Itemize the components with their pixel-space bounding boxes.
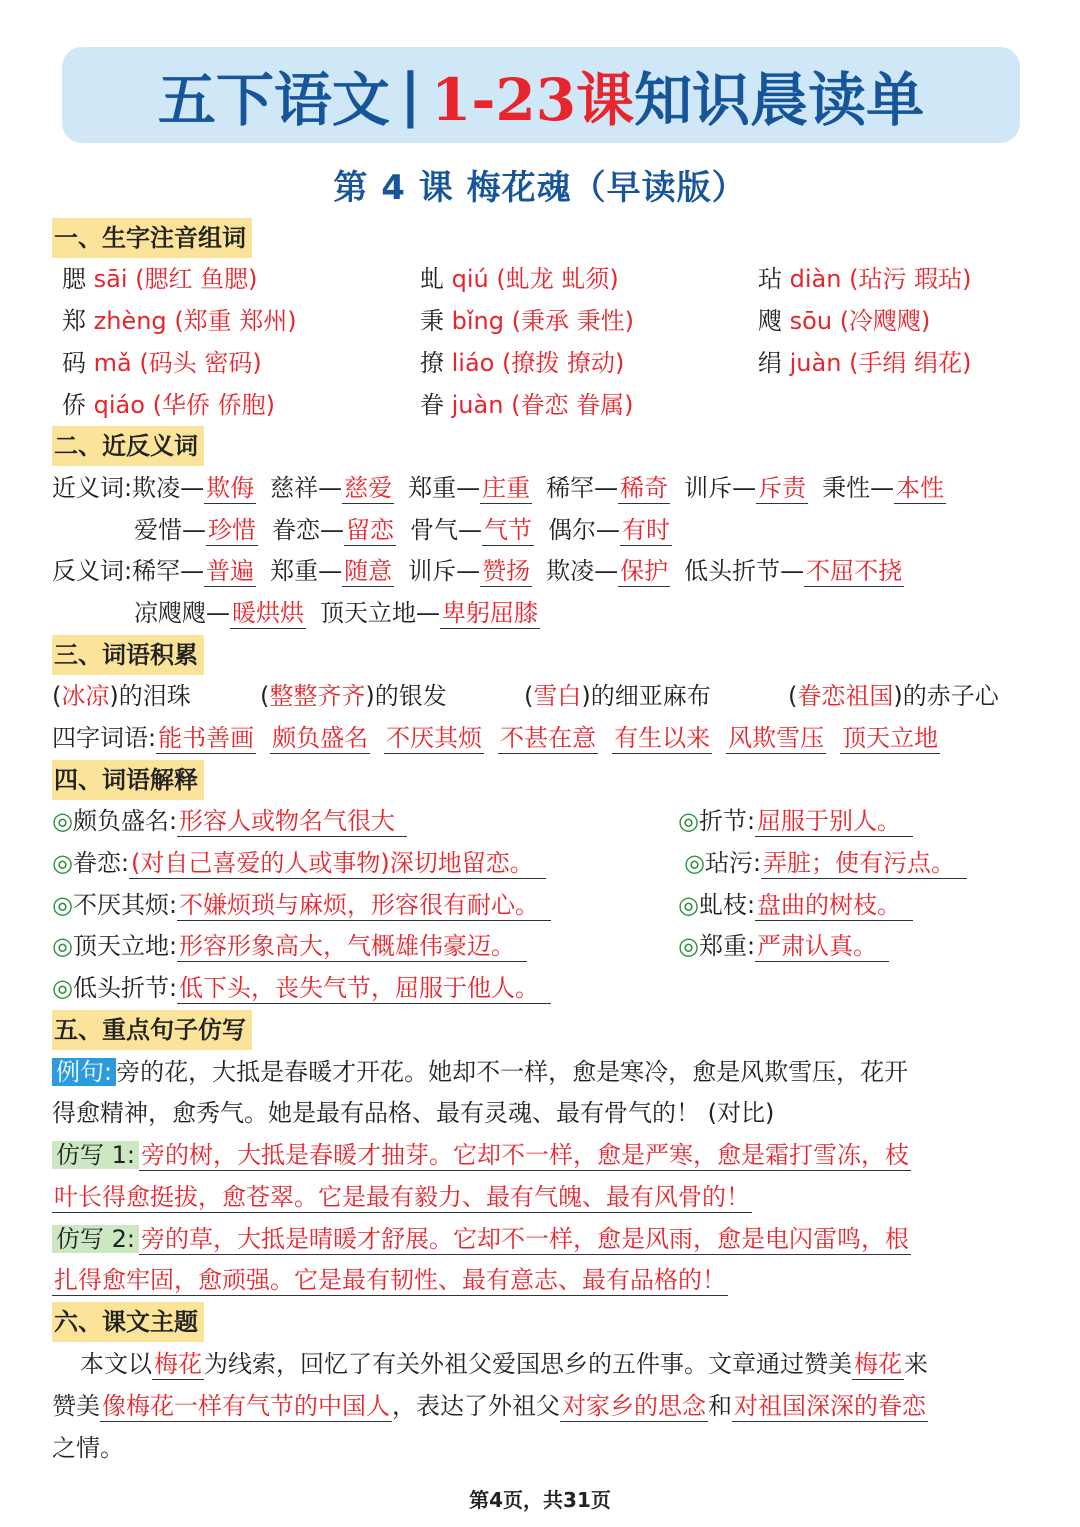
pair-answer: 普遍 [206,557,255,585]
word-group: (秉承 秉性) [511,307,634,335]
explanation-item [52,968,551,1008]
pair-word: 顶天立地 [320,599,416,627]
character-entry [758,259,971,299]
character-entry [420,259,619,299]
character: 玷 [758,265,782,293]
word-pair [270,474,394,502]
pair-answer: 赞扬 [482,557,531,585]
bullet-icon: ◎ [678,932,699,960]
word-pair [410,516,534,544]
word-pair [270,557,394,585]
pair-answer: 留恋 [346,516,394,544]
explanation-term: 虬枝: [698,891,756,919]
bullet-icon: ◎ [684,849,705,877]
pinyin: juàn [451,391,504,419]
phrase-rest: 的赤子心 [902,682,999,710]
pair-word: 偶尔 [548,516,596,544]
pair-dash: — [594,557,619,585]
explanation-term: 顶天立地: [72,932,178,960]
pair-dash: — [182,516,206,544]
synonym-pairs [134,516,672,544]
pair-answer: 珍惜 [208,516,256,544]
bullet-icon: ◎ [678,891,699,919]
character: 飕 [758,307,782,335]
pair-word: 郑重 [408,474,457,502]
theme-text: 为线索，回忆了有关外祖父爱国思乡的五件事。文章通过赞美 [204,1350,852,1378]
word-pair [684,474,808,502]
character: 撩 [420,349,444,377]
pinyin: liáo [451,349,495,377]
pair-word: 眷恋 [272,516,320,544]
explanation-term: 玷污: [704,849,762,877]
pair-answer: 稀奇 [620,474,669,502]
four-character-word: 能书善画 [158,724,255,752]
section-heading-theme: 六、课文主题 [52,1302,204,1342]
pair-answer: 慈爱 [344,474,393,502]
four-words-label: 四字词语: [52,724,157,752]
explanation-definition: 形容人或物名气很大 [177,807,407,837]
section-heading-characters: 一、生字注音组词 [52,218,252,258]
four-character-words-line [52,718,1042,758]
bullet-icon: ◎ [52,849,73,877]
pair-dash: — [318,474,343,502]
pair-answer: 欺侮 [206,474,255,502]
pair-word: 凉飕飕 [134,599,206,627]
theme-text: 来 [904,1350,928,1378]
pair-dash: — [870,474,895,502]
bullet-icon: ◎ [678,807,699,835]
phrase-rest: 的泪珠 [118,682,191,710]
phrase-item: (冰凉)的泪珠 [52,682,191,710]
character: 侨 [62,391,86,419]
pair-word: 爱惜 [134,516,182,544]
phrase-item: (整整齐齐)的银发 [260,682,447,710]
four-character-word: 有生以来 [614,724,711,752]
theme-answer: 对家乡的思念 [562,1392,706,1420]
imitation-2-line-1 [52,1219,1042,1259]
explanation-definition: 严肃认真。 [755,932,889,962]
explanation-definition: 形容形象高大，气概雄伟豪迈。 [177,932,527,962]
word-pair [272,516,396,544]
pair-answer: 随意 [344,557,393,585]
character: 郑 [62,307,86,335]
example-text-1: 旁的花，大抵是春暖才开花。她却不一样，愈是寒冷，愈是风欺雪压，花开 [116,1058,909,1086]
pair-word: 稀罕 [132,557,181,585]
word-pair [548,516,672,544]
word-pair [132,474,256,504]
synonym-pairs [132,474,946,502]
banner-title-left: 五下语文 [157,66,390,134]
word-pair [546,474,670,502]
example-line-1 [52,1052,1042,1092]
character-entry [758,343,971,383]
character-entry [420,385,633,425]
theme-text: 和 [708,1392,732,1420]
bullet-icon: ◎ [52,974,73,1002]
pinyin: juàn [789,349,842,377]
four-character-word: 颇负盛名 [272,724,369,752]
explanation-term: 颇负盛名: [72,807,178,835]
theme-answer: 对祖国深深的眷恋 [734,1392,926,1420]
pair-word: 欺凌 [546,557,595,585]
imitation-1-text-2: 叶长得愈挺拔，愈苍翠。它是最有毅力、最有气魄、最有风骨的！ [54,1183,750,1211]
explanation-item [678,926,889,966]
section-heading-word-accumulation: 三、词语积累 [52,635,204,675]
word-group: (码头 密码) [139,349,262,377]
section-heading-word-explanations: 四、词语解释 [52,760,204,800]
pair-dash: — [416,599,440,627]
explanation-definition: 低下头，丧失气节，屈服于他人。 [177,974,551,1004]
word-group: (撩拨 撩动) [502,349,625,377]
phrase-fill: 雪白 [533,682,582,710]
character: 虬 [420,265,444,293]
theme-text: 本文以 [80,1350,152,1378]
explanation-definition: 盘曲的树枝。 [755,891,913,921]
explanation-definition: 不嫌烦琐与麻烦，形容很有耐心。 [177,891,551,921]
phrase-item: (雪白)的细亚麻布 [524,682,711,710]
pair-dash: — [732,474,757,502]
word-group: (手绢 绢花) [849,349,972,377]
theme-text: ，表达了外祖父 [392,1392,560,1420]
character-entry [62,301,297,341]
antonym-label: 反义词: [52,557,133,585]
pair-word: 骨气 [410,516,458,544]
pair-dash: — [458,516,482,544]
synonym-line-2 [134,510,1080,550]
explanation-definition: 弄脏；使有污点。 [761,849,967,879]
pair-dash: — [456,557,481,585]
example-line-2: 得愈精神，愈秀气。她是最有品格、最有灵魂、最有骨气的！ (对比) [52,1099,775,1127]
imitation-1-line-1 [52,1135,1042,1175]
pair-answer: 保护 [620,557,669,585]
word-group: (眷恋 眷属) [511,391,634,419]
explanation-item [678,885,913,925]
character-entry [420,343,624,383]
theme-answer: 梅花 [854,1350,902,1378]
theme-text: 赞美 [52,1392,100,1420]
character: 秉 [420,307,444,335]
antonym-line-1 [52,551,1042,591]
synonym-label: 近义词: [52,474,133,502]
section-heading-synonyms-antonyms: 二、近反义词 [52,426,204,466]
character-entry [420,301,634,341]
word-pair [822,474,946,502]
pair-answer: 斥责 [758,474,807,502]
word-pair [546,557,670,585]
imitation-1-line-2 [52,1177,1042,1217]
banner-title-highlight: 1-23课 [430,66,635,134]
explanation-definition: (对自己喜爱的人或事物)深切地留恋。 [129,849,546,879]
word-pair [132,557,256,587]
word-pair [134,599,306,629]
pair-word: 慈祥 [270,474,319,502]
pair-answer: 本性 [896,474,945,502]
pair-answer: 有时 [622,516,670,544]
word-group: (玷污 瑕玷) [849,265,972,293]
word-group: (虬龙 虬须) [496,265,619,293]
banner-title-right: 知识晨读单 [634,66,925,134]
antonym-pairs [132,557,904,585]
pair-word: 郑重 [270,557,319,585]
pinyin: qiáo [93,391,145,419]
pinyin: bǐng [451,307,504,335]
four-character-word: 风欺雪压 [728,724,825,752]
pinyin: diàn [789,265,842,293]
pair-word: 秉性 [822,474,871,502]
phrase-rest: 的细亚麻布 [590,682,711,710]
pinyin: zhèng [93,307,167,335]
four-character-word: 顶天立地 [842,724,939,752]
explanation-item [52,926,527,966]
pair-dash: — [206,599,230,627]
four-words-list [156,724,940,752]
banner-divider: | [399,61,421,129]
lesson-title: 第 4 课 梅花魂（早读版） [333,168,747,208]
pair-dash: — [318,557,343,585]
word-pair [408,557,532,585]
word-pair [684,557,904,585]
explanation-item [684,843,967,883]
pair-answer: 卑躬屈膝 [442,599,538,627]
explanation-item [678,801,913,841]
phrase-fill: 冰凉 [61,682,110,710]
pair-dash: — [780,557,805,585]
example-tag: 例句: [52,1058,116,1086]
explanation-term: 折节: [698,807,756,835]
character: 眷 [420,391,444,419]
imitation-2-text-2: 扎得愈牢固，愈顽强。它是最有韧性、最有意志、最有品格的！ [54,1266,726,1294]
explanation-term: 郑重: [698,932,756,960]
imitation-1-text-1: 旁的树，大抵是春暖才抽芽。它却不一样，愈是严寒，愈是霜打雪冻，枝 [140,1141,909,1169]
explanation-term: 眷恋: [72,849,130,877]
word-group: (华侨 侨胞) [152,391,275,419]
pair-answer: 暖烘烘 [232,599,304,627]
pair-dash: — [456,474,481,502]
character: 腮 [62,265,86,293]
pair-word: 欺凌 [132,474,181,502]
page-footer: 第4页，共31页 [469,1488,611,1512]
pair-dash: — [320,516,344,544]
pair-answer: 不屈不挠 [806,557,903,585]
explanation-item [52,885,551,925]
imitation-2-tag: 仿写 2: [52,1225,139,1253]
four-character-word: 不甚在意 [500,724,597,752]
pinyin: qiú [451,265,489,293]
imitation-1-tag: 仿写 1: [52,1141,139,1169]
pair-word: 稀罕 [546,474,595,502]
character-entry [62,343,262,383]
theme-line-3: 之情。 [52,1434,124,1462]
word-group: (腮红 鱼腮) [135,265,258,293]
word-pair [408,474,532,502]
antonym-pairs [134,599,540,627]
theme-line-2 [52,1386,1042,1426]
four-character-word: 不厌其烦 [386,724,483,752]
bullet-icon: ◎ [52,932,73,960]
explanation-definition: 屈服于别人。 [755,807,913,837]
explanation-term: 不厌其烦: [72,891,178,919]
pair-answer: 庄重 [482,474,531,502]
word-group: (冷飕飕) [839,307,931,335]
character: 绢 [758,349,782,377]
pinyin: sāi [93,265,128,293]
word-group: (郑重 郑州) [174,307,297,335]
theme-line-1 [80,1344,1070,1384]
phrase-item: (眷恋祖国)的赤子心 [788,682,999,710]
pair-dash: — [180,557,205,585]
section-heading-imitation-writing: 五、重点句子仿写 [52,1010,252,1050]
phrase-fill: 眷恋祖国 [797,682,894,710]
pair-word: 低头折节 [684,557,781,585]
imitation-2-line-2 [52,1260,1042,1300]
phrase-fill: 整整齐齐 [269,682,366,710]
theme-answer: 梅花 [154,1350,202,1378]
explanation-term: 低头折节: [72,974,178,1002]
synonym-line-1 [52,468,1042,508]
imitation-2-text-1: 旁的草，大抵是晴暖才舒展。它却不一样，愈是风雨，愈是电闪雷鸣，根 [140,1225,909,1253]
pair-answer: 气节 [484,516,532,544]
bullet-icon: ◎ [52,807,73,835]
phrase-rest: 的银发 [374,682,447,710]
theme-answer: 像梅花一样有气节的中国人 [102,1392,390,1420]
pair-dash: — [594,474,619,502]
character-entry [62,385,275,425]
bullet-icon: ◎ [52,891,73,919]
pair-dash: — [180,474,205,502]
word-pair [134,516,258,546]
pinyin: sōu [789,307,833,335]
character-entry [62,259,258,299]
pair-dash: — [596,516,620,544]
pinyin: mǎ [93,349,132,377]
antonym-line-2 [134,593,1080,633]
pair-word: 训斥 [684,474,733,502]
word-pair [320,599,540,627]
title-banner [62,47,1020,143]
character-entry [758,301,930,341]
pair-word: 训斥 [408,557,457,585]
character: 码 [62,349,86,377]
explanation-item [52,801,407,841]
explanation-item [52,843,546,883]
